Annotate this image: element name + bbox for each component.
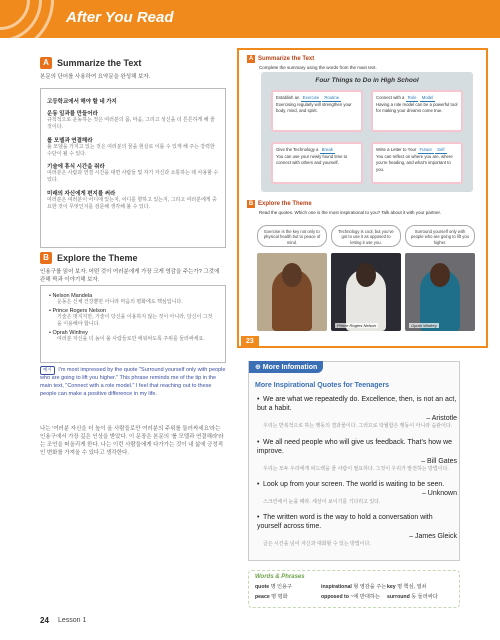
person-name: • Oprah Winfrey <box>49 330 88 336</box>
page-title: After You Read <box>66 9 174 26</box>
person-name: • Prince Rogers Nelson <box>49 308 106 314</box>
summary-item-text: 롤 모델을 가지고 있는 것은 여러분의 꿈을 현실로 이룰 수 있게 해 주는 강력한 수단이 될 수 있다. <box>47 143 215 157</box>
sp-a-title: Summarize the Text <box>258 56 315 62</box>
sp-a-instruction: Complete the summary using the words from the main text. <box>259 65 377 70</box>
quote-item <box>257 395 457 430</box>
section-b-title: Explore the Theme <box>57 253 138 263</box>
section-b-badge: B <box>40 252 52 264</box>
summary-item-title: 고등학교에서 해야 할 네 가지 <box>47 99 117 105</box>
quote-ko: 스크린에서 눈을 떼라. 세상이 보이기를 기다리고 있다. <box>263 498 381 505</box>
lesson-label: Lesson 1 <box>58 617 87 624</box>
sp-page-number: 23 <box>241 336 259 347</box>
quote-item <box>257 438 457 473</box>
card-blank: Exercise <box>301 95 321 102</box>
quote-text: We all need people who will give us feedback. That's how we improve. <box>257 439 453 456</box>
person-quote-ko: 기술은 멋지지만, 기술이 당신을 이용하지 않는 것이 아니라, 당신이 그것을 이용해야 합니다. <box>57 314 213 327</box>
sp-section-b-heading <box>247 200 312 208</box>
summary-item-title: 운동 일과를 만들어라 <box>47 111 98 117</box>
more-information-box <box>248 361 460 561</box>
word-entry: quote 명 인용구 <box>255 584 293 590</box>
word-entry: key 명 핵심, 열쇠 <box>387 584 427 590</box>
word-entry: surround 동 둘러싸다 <box>387 594 438 600</box>
quote-ko: 우리는 반복적으로 하는 행동의 결과물이다. 그러므로 탁월함은 행동이 아니라 습관이다. <box>263 423 453 430</box>
card-text: Exercising regularly will strengthen your body, mind, and spirit. <box>276 102 352 114</box>
sample-answer-text: I'm most impressed by the quote "Surround yourself only with people who are going to lift you higher." This phrase reminds me of the tip in the main text, "Connect with a role model." I feel that reaching out to these people can make a positive difference in my life. <box>40 367 226 397</box>
page-number: 24 <box>40 616 49 625</box>
sp-card-exercise <box>271 90 363 132</box>
card-prefix: Write a Letter to Your <box>376 147 417 152</box>
person-quote-ko: 운동은 신체 건강뿐만 아니라 마음의 평화에도 핵심입니다. <box>57 299 183 305</box>
summary-item-title: 롤 모델과 연결해라 <box>47 137 93 144</box>
quote-text: We are what we repeatedly do. Excellence, then, is not an act, but a habit. <box>257 396 457 413</box>
card-prefix: Establish an <box>276 95 300 100</box>
photo-nelson-mandela <box>257 253 327 331</box>
quote-author: – Bill Gates <box>421 457 457 465</box>
quote-item <box>257 480 457 506</box>
card-blank: Role <box>406 95 419 102</box>
sp-b-title: Explore the Theme <box>258 201 312 207</box>
sp-b-badge: B <box>248 201 254 207</box>
page-header <box>0 0 500 38</box>
summary-box <box>40 88 226 248</box>
summary-item-text: 여러분은 여러분이 어디에 있는지, 어디를 향하고 있는지, 그리고 여러분에게 중요한 것이 무엇인지를 검문해 생각해 볼 수 있다. <box>47 196 217 210</box>
section-b-instruction: 인용구를 읽어 보자. 어떤 것이 여러분에게 가장 크게 영감을 주는가? 그것에 관해 짝과 이야기해 보자. <box>40 269 220 284</box>
bullet-icon: • <box>257 439 260 446</box>
section-a-badge: A <box>40 57 52 69</box>
words-title: Words & Phrases <box>255 574 305 580</box>
word-entry: opposed to ~에 반대하는 <box>321 594 380 600</box>
more-info-title: More Inspirational Quotes for Teenagers <box>255 382 390 389</box>
bullet-icon: • <box>257 396 260 403</box>
photo-caption: Oprah Winfrey <box>411 323 437 328</box>
words-and-phrases-box <box>248 570 460 608</box>
summary-item-title: 미래의 자신에게 편지를 써라 <box>47 190 116 197</box>
words-row <box>255 583 453 590</box>
section-a-heading <box>40 57 141 69</box>
theme-people-box <box>40 285 226 363</box>
sample-answer <box>40 366 226 399</box>
quote-author: – Aristotle <box>426 414 457 422</box>
word-entry: peace 명 평화 <box>255 594 288 600</box>
quote-bubble: Exercise is the key not only to physical health but to peace of mind. <box>257 225 327 247</box>
card-text: Having a role model can be a powerful tool for making your dreams come true. <box>376 102 458 114</box>
card-prefix: Connect with a <box>376 95 405 100</box>
photo-caption: Prince Rogers Nelson <box>337 323 376 328</box>
section-a-instruction: 본문의 단어를 사용하여 요약문을 완성해 보자. <box>40 74 151 80</box>
sp-b-instruction: Read the quotes. Which one is the most inspirational to you? Talk about it with your partner. <box>259 210 442 215</box>
summary-item-text: 여러분은 사람과 연결 시간을 대면 사람들 및 자기 자신과 소통하는 데 사용할 수 있다. <box>47 170 219 184</box>
summary-item-text: 규칙적으로 운동하는 것은 여러분의 몸, 마음, 그리고 성신을 더 튼튼하게 해 줄 것이다. <box>47 117 215 131</box>
photo-prince-rogers-nelson <box>331 253 401 331</box>
quote-ko: 글은 시간을 넘어 자신과 대화할 수 있는 방법이다. <box>263 541 371 548</box>
person-name: • Nelson Mandela <box>49 293 93 299</box>
card-text: You can use your newly found time to connect with others and yourself. <box>276 154 348 166</box>
section-b-heading <box>40 252 138 264</box>
sp-section-a-heading <box>247 55 314 63</box>
quote-bubble: Technology is cool, but you've got to use it as opposed to letting it use you. <box>331 225 401 247</box>
words-row <box>255 593 453 600</box>
sample-answer-tag: 예시 <box>40 366 55 375</box>
sp-card-technology <box>271 142 363 184</box>
section-a-title: Summarize the Text <box>57 58 142 68</box>
sample-answer-ko: 나는 '여러분 자신을 더 높이 올 사람들로만 여러분의 주위를 둘러싸세요'라는 인용구에서 가장 깊은 인상을 받았다. 이 문장은 본문의 '롤 모델과 연결해라'라는 조언을 떠올리게 한다. 나는 이런 사람들에게 다가가는 것이 내 삶에 긍정적인 변화를 가져올 수 있다고 생각한다. <box>40 426 224 456</box>
summary-item-title: 기술에 휴식 시간을 줘라 <box>47 164 105 170</box>
sp-card-role-model <box>371 90 463 132</box>
header-rings-decoration <box>0 0 60 38</box>
quote-ko: 우리는 모두 우리에게 피드백을 줄 사람이 필요하다. 그것이 우리가 발전하는 방법이다. <box>263 466 449 473</box>
word-entry: inspirational 형 영감을 주는 <box>321 584 387 590</box>
more-info-tab: ⊕ More Infomation <box>249 361 323 373</box>
quote-bubble: Surround yourself only with people who are going to lift you higher. <box>405 225 475 247</box>
person-quote-ko: 여러분 자신을 더 높이 올 사람들로만 에워싸도록 주위를 둘러싸세요. <box>57 336 205 342</box>
quote-author: – Unknown <box>421 490 457 498</box>
card-blank: Future <box>418 147 434 154</box>
card-text: You can reflect on where you are, where you're heading, and what's important to you. <box>376 154 453 172</box>
sp-a-badge: A <box>248 56 254 62</box>
photo-oprah-winfrey <box>405 253 475 331</box>
card-blank: Routine <box>322 95 341 102</box>
bullet-icon: • <box>257 481 260 488</box>
sp-card-letter <box>371 142 463 184</box>
sp-summary-panel <box>261 72 473 192</box>
quote-text: The written word is the way to hold a conversation with yourself across time. <box>257 514 433 531</box>
quote-author: – James Gleick <box>409 532 457 540</box>
card-prefix: Give the Technology a <box>276 147 319 152</box>
sp-quotes-area <box>251 225 479 337</box>
sp-panel-title: Four Things to Do in High School <box>315 77 419 84</box>
quote-text: Look up from your screen. The world is waiting to be seen. <box>263 481 445 488</box>
card-blank: Break <box>320 147 335 154</box>
quote-item <box>257 513 457 548</box>
card-blank: Self <box>435 147 446 154</box>
student-book-page-23 <box>237 48 488 348</box>
bullet-icon: • <box>257 514 260 521</box>
card-blank: Model <box>420 95 436 102</box>
